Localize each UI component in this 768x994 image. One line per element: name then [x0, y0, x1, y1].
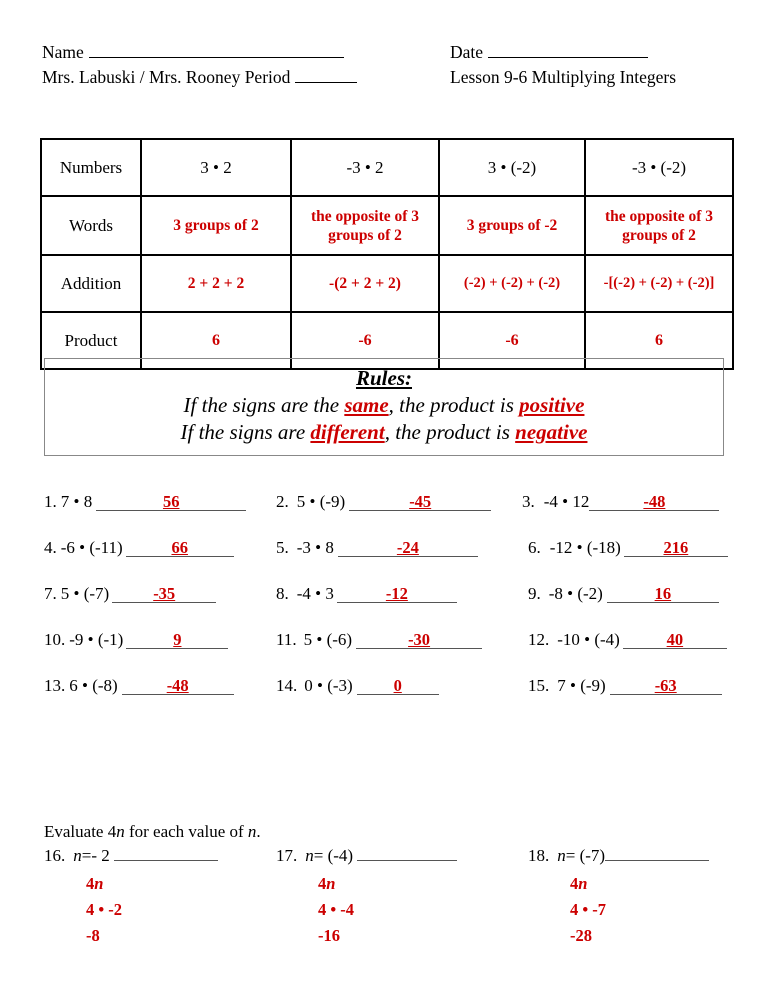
problem-answer-line[interactable]: [337, 585, 457, 603]
evaluate-answer-blank[interactable]: [114, 848, 218, 861]
period-blank-line[interactable]: [295, 69, 357, 83]
problem-answer-value: -48: [643, 492, 666, 511]
problem-expression: 7 • (-9): [557, 676, 606, 695]
cell-product-4: 6: [585, 312, 733, 369]
worked-line-variable: n: [94, 874, 104, 893]
problem-number: 13.: [44, 676, 66, 695]
evaluate-value: =- 2: [81, 846, 110, 865]
worked-line: 4 • -2: [86, 900, 123, 919]
evaluate-value: = (-4): [313, 846, 354, 865]
rules-line-1-mid: , the product is: [388, 393, 520, 417]
cell-numbers-2: -3 • 2: [291, 139, 439, 196]
problem-answer-line[interactable]: [356, 631, 482, 649]
problem-expression: -4 • 3: [296, 584, 334, 603]
rules-line-1-pre: If the signs are the: [183, 393, 345, 417]
date-label: Date: [450, 42, 484, 62]
evaluate-instruction-post: for each value of: [124, 822, 248, 841]
worked-line: [318, 871, 528, 897]
evaluate-instruction-variable: n: [116, 822, 125, 841]
evaluate-number: 18.: [528, 846, 550, 865]
problem-number: 15.: [528, 676, 550, 695]
problem-item-13: [44, 676, 276, 696]
evaluate-answer-blank[interactable]: [357, 848, 457, 861]
table-row-addition: [41, 255, 733, 312]
evaluate-worked-solutions-row: [44, 871, 744, 949]
rules-line-2-mid: , the product is: [384, 420, 516, 444]
problem-item-9: [528, 584, 744, 604]
problem-item-10: [44, 630, 276, 650]
worked-line-pre: 4: [570, 874, 579, 893]
table-row-words: [41, 196, 733, 255]
problem-item-14: [276, 676, 528, 696]
problem-expression: -10 • (-4): [557, 630, 620, 649]
worked-line: [570, 871, 744, 897]
problem-number: 7.: [44, 584, 57, 603]
cell-product-2: -6: [291, 312, 439, 369]
evaluate-number: 17.: [276, 846, 298, 865]
date-field-group: [450, 40, 732, 65]
problem-answer-value: -63: [654, 676, 677, 695]
problem-expression: -9 • (-1): [69, 630, 124, 649]
problem-row: [44, 584, 744, 630]
problem-answer-value: -12: [385, 584, 408, 603]
rules-keyword-negative: negative: [515, 420, 588, 444]
rules-keyword-different: different: [310, 420, 385, 444]
problem-expression: 5 • (-6): [303, 630, 353, 649]
evaluate-number: 16.: [44, 846, 66, 865]
problem-answer-line[interactable]: [126, 539, 234, 557]
evaluate-variable: n: [557, 846, 566, 865]
evaluate-item-17: [276, 846, 528, 866]
lesson-title-group: [450, 65, 732, 90]
problem-row: [44, 538, 744, 584]
problem-item-15: [528, 676, 744, 696]
problem-row: [44, 492, 744, 538]
teacher-period-group: [42, 65, 450, 90]
problem-number: 4.: [44, 538, 57, 557]
problem-answer-line[interactable]: [96, 493, 246, 511]
problem-expression: -4 • 12: [543, 492, 590, 511]
header-row-2: [42, 65, 732, 90]
cell-addition-3: (-2) + (-2) + (-2): [439, 255, 585, 312]
problem-number: 11.: [276, 630, 297, 649]
worked-line: [86, 871, 276, 897]
problem-number: 6.: [528, 538, 541, 557]
worked-line-result: -16: [318, 926, 340, 945]
row-label-product: Product: [41, 312, 141, 369]
problem-answer-value: -45: [409, 492, 432, 511]
worked-line-result: -8: [86, 926, 100, 945]
worked-line-result: -28: [570, 926, 592, 945]
cell-addition-1: 2 + 2 + 2: [141, 255, 291, 312]
name-field-group: [42, 40, 450, 65]
problem-answer-line[interactable]: [589, 493, 719, 511]
worked-line-variable: n: [578, 874, 588, 893]
rules-title: Rules:: [355, 366, 412, 390]
problem-expression: -3 • 8: [296, 538, 334, 557]
problem-number: 5.: [276, 538, 289, 557]
cell-product-1: 6: [141, 312, 291, 369]
problem-expression: -12 • (-18): [549, 538, 621, 557]
rules-line-2: [45, 419, 723, 446]
evaluate-section: [44, 822, 744, 949]
row-label-numbers: Numbers: [41, 139, 141, 196]
multiplication-models-table: [40, 138, 734, 370]
problem-number: 1.: [44, 492, 57, 511]
problem-answer-line[interactable]: [610, 677, 722, 695]
evaluate-variable: n: [305, 846, 314, 865]
cell-product-3: -6: [439, 312, 585, 369]
evaluate-instruction-pre: Evaluate 4: [44, 822, 117, 841]
problem-answer-value: -35: [153, 584, 176, 603]
problem-answer-line[interactable]: [126, 631, 228, 649]
problem-answer-value: 66: [171, 538, 188, 557]
problem-expression: 5 • (-9): [296, 492, 346, 511]
cell-words-1: 3 groups of 2: [141, 196, 291, 255]
evaluate-answer-blank[interactable]: [605, 848, 709, 861]
problem-answer-value: 56: [162, 492, 180, 511]
problem-answer-line[interactable]: [338, 539, 478, 557]
lesson-title: Lesson 9-6 Multiplying Integers: [450, 67, 677, 87]
problem-answer-line[interactable]: [607, 585, 719, 603]
worked-solution-17: [276, 871, 528, 949]
worked-solution-16: [44, 871, 276, 949]
problem-answer-value: -24: [396, 538, 419, 557]
problem-number: 12.: [528, 630, 550, 649]
worked-line-pre: 4: [86, 874, 95, 893]
evaluate-item-18: [528, 846, 744, 866]
problem-item-3: [522, 492, 744, 512]
problem-answer-value: 0: [393, 676, 402, 695]
evaluate-instruction-end: .: [256, 822, 261, 841]
cell-words-3: 3 groups of -2: [439, 196, 585, 255]
problem-answer-value: -30: [408, 630, 431, 649]
table-row-numbers: [41, 139, 733, 196]
rules-line-2-pre: If the signs are: [180, 420, 311, 444]
date-blank-line[interactable]: [488, 44, 648, 58]
problem-item-2: [276, 492, 522, 512]
name-label: Name: [42, 42, 84, 62]
worked-line: 4 • -4: [318, 900, 355, 919]
cell-numbers-1: 3 • 2: [141, 139, 291, 196]
problem-item-12: [528, 630, 744, 650]
cell-words-2: the opposite of 3 groups of 2: [291, 196, 439, 255]
problem-item-8: [276, 584, 528, 604]
problem-answer-line[interactable]: [624, 539, 728, 557]
problem-item-4: [44, 538, 276, 558]
problem-expression: 7 • 8: [60, 492, 93, 511]
worksheet-header: [42, 40, 732, 90]
row-label-addition: Addition: [41, 255, 141, 312]
rules-box: [44, 358, 724, 456]
teacher-names-label: Mrs. Labuski / Mrs. Rooney Period: [42, 67, 291, 87]
problem-number: 14.: [276, 676, 298, 695]
problem-number: 3.: [522, 492, 535, 511]
problem-answer-value: 16: [654, 584, 672, 603]
problem-answer-value: 216: [663, 538, 689, 557]
evaluate-instruction: [44, 822, 744, 842]
problem-row: [44, 676, 744, 722]
problem-item-5: [276, 538, 528, 558]
cell-addition-2: -(2 + 2 + 2): [291, 255, 439, 312]
problem-item-7: [44, 584, 276, 604]
header-row-1: [42, 40, 732, 65]
problem-answer-line[interactable]: [623, 631, 727, 649]
problem-expression: 5 • (-7): [60, 584, 110, 603]
problem-number: 8.: [276, 584, 289, 603]
problem-number: 2.: [276, 492, 289, 511]
worked-line-variable: n: [326, 874, 336, 893]
problem-answer-value: 40: [666, 630, 684, 649]
problems-section: [44, 492, 744, 722]
evaluate-variable: n: [73, 846, 82, 865]
problem-expression: 6 • (-8): [69, 676, 118, 695]
evaluate-value: = (-7): [565, 846, 606, 865]
problem-answer-value: 9: [173, 630, 182, 649]
name-blank-line[interactable]: [89, 44, 344, 58]
problem-row: [44, 630, 744, 676]
problem-item-11: [276, 630, 528, 650]
problem-expression: 0 • (-3): [304, 676, 353, 695]
rules-keyword-same: same: [344, 393, 389, 417]
cell-addition-4: -[(-2) + (-2) + (-2)]: [585, 255, 733, 312]
problem-answer-line[interactable]: [349, 493, 491, 511]
cell-numbers-4: -3 • (-2): [585, 139, 733, 196]
problem-answer-value: -48: [166, 676, 189, 695]
problem-item-1: [44, 492, 276, 512]
problem-answer-line[interactable]: [122, 677, 234, 695]
cell-numbers-3: 3 • (-2): [439, 139, 585, 196]
problem-answer-line[interactable]: [112, 585, 216, 603]
row-label-words: Words: [41, 196, 141, 255]
evaluate-item-16: [44, 846, 276, 866]
worked-solution-18: [528, 871, 744, 949]
problem-expression: -8 • (-2): [548, 584, 603, 603]
problem-expression: -6 • (-11): [60, 538, 123, 557]
rules-line-1: [45, 392, 723, 419]
problem-item-6: [528, 538, 744, 558]
problem-number: 10.: [44, 630, 66, 649]
evaluate-instruction-variable-2: n: [247, 822, 257, 841]
worked-line: 4 • -7: [570, 900, 607, 919]
multiplication-models-table-wrapper: [40, 138, 732, 370]
problem-answer-line[interactable]: [357, 677, 439, 695]
problem-number: 9.: [528, 584, 541, 603]
cell-words-4: the opposite of 3 groups of 2: [585, 196, 733, 255]
rules-keyword-positive: positive: [519, 393, 585, 417]
evaluate-questions-row: [44, 846, 744, 866]
worked-line-pre: 4: [318, 874, 327, 893]
